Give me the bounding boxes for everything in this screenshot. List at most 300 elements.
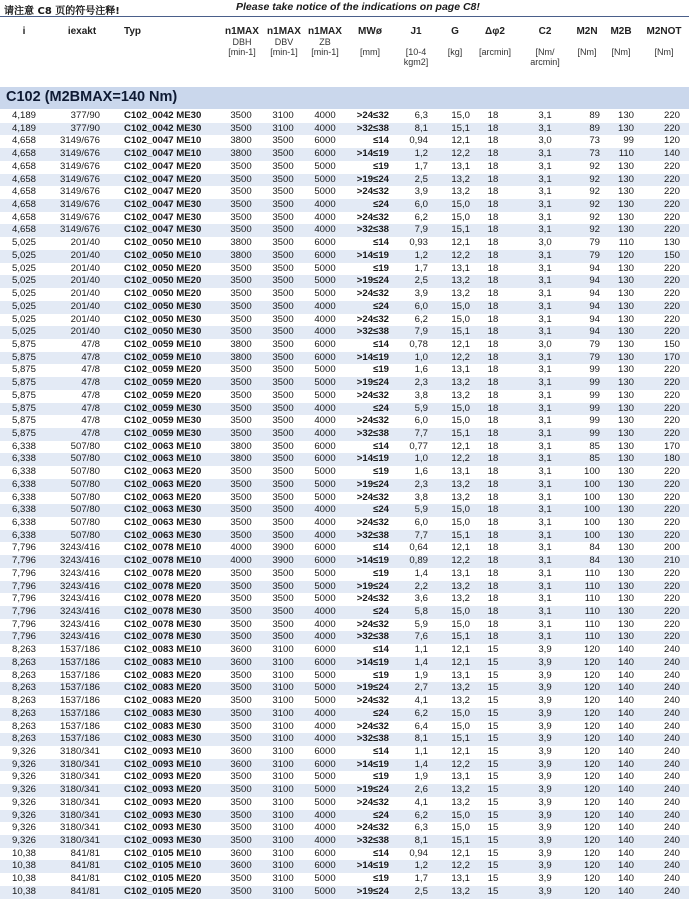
cell-m2not: 240: [663, 834, 680, 846]
cell-phi: 18: [487, 224, 499, 236]
cell-dbv: 3100: [272, 644, 294, 656]
cell-m2not: 220: [663, 517, 680, 528]
cell-j1: 8,1: [414, 122, 428, 134]
table-row: [0, 275, 689, 288]
cell-mw: >24≤32: [356, 822, 389, 834]
cell-i: 4,658: [11, 186, 36, 198]
cell-i: 5,025: [11, 300, 36, 312]
cell-m2not: 170: [663, 351, 680, 363]
cell-zb: 5000: [314, 173, 336, 185]
cell-dbh: 3500: [230, 491, 252, 503]
cell-m2not: 220: [663, 110, 680, 121]
cell-typ: C102_0105 ME20: [124, 885, 202, 897]
cell-m2n: 110: [584, 631, 600, 643]
cell-dbh: 3600: [230, 847, 252, 859]
cell-mw: ≤19: [373, 364, 389, 376]
cell-zb: 5000: [314, 491, 336, 503]
cell-c2: 3,1: [538, 224, 552, 236]
cell-zb: 6000: [314, 237, 336, 249]
table-row: [0, 759, 689, 772]
cell-g: 12,2: [451, 555, 470, 567]
cell-j1: 6,0: [414, 517, 428, 528]
cell-g: 13,1: [451, 669, 470, 681]
cell-c2: 3,9: [538, 860, 552, 872]
cell-m2n: 99: [589, 402, 600, 414]
cell-m2n: 120: [583, 809, 600, 821]
cell-c2: 3,1: [538, 517, 552, 528]
cell-iexakt: 841/81: [70, 847, 100, 859]
table-row: [0, 682, 689, 695]
cell-g: 15,0: [451, 313, 470, 325]
cell-iexakt: 507/80: [70, 466, 100, 478]
cell-typ: C102_0050 ME10: [124, 237, 202, 249]
cell-g: 12,1: [451, 542, 470, 554]
cell-c2: 3,0: [538, 338, 552, 350]
cell-c2: 3,9: [538, 682, 552, 694]
cell-g: 15,1: [451, 224, 470, 236]
cell-dbh: 3800: [230, 135, 252, 147]
cell-m2b: 140: [617, 682, 634, 694]
cell-m2b: 130: [617, 199, 634, 211]
cell-typ: C102_0078 ME20: [124, 580, 202, 592]
cell-zb: 4000: [314, 707, 336, 719]
cell-m2not: 220: [663, 593, 680, 605]
cell-dbh: 3800: [230, 148, 252, 160]
cell-j1: 0,93: [409, 237, 428, 249]
cell-typ: C102_0063 ME20: [124, 491, 202, 503]
cell-m2n: 120: [583, 669, 600, 681]
cell-m2n: 99: [589, 415, 600, 427]
cell-m2not: 220: [663, 606, 680, 618]
cell-zb: 4000: [314, 326, 336, 338]
cell-zb: 4000: [314, 199, 336, 211]
cell-iexakt: 507/80: [70, 440, 100, 452]
cell-m2b: 130: [617, 110, 634, 121]
cell-zb: 5000: [314, 695, 336, 707]
cell-g: 15,0: [451, 720, 470, 732]
cell-typ: C102_0078 ME20: [124, 567, 202, 579]
table-row: [0, 542, 689, 555]
cell-g: 13,1: [451, 364, 470, 376]
cell-mw: ≤19: [373, 669, 389, 681]
cell-dbh: 3500: [230, 389, 252, 401]
cell-zb: 6000: [314, 644, 336, 656]
cell-mw: >32≤38: [356, 834, 389, 846]
cell-phi: 18: [487, 453, 499, 465]
cell-dbh: 3500: [230, 593, 252, 605]
cell-phi: 15: [487, 809, 499, 821]
cell-dbv: 3500: [272, 364, 294, 376]
cell-dbh: 3500: [230, 834, 252, 846]
cell-phi: 15: [487, 644, 499, 656]
table-row: [0, 746, 689, 759]
cell-g: 12,1: [451, 644, 470, 656]
cell-c2: 3,9: [538, 695, 552, 707]
cell-phi: 15: [487, 695, 499, 707]
cell-dbv: 3500: [272, 211, 294, 223]
cell-phi: 18: [487, 631, 499, 643]
header-n1max-dbh: n1MAX DBH [min-1]: [225, 26, 259, 57]
cell-c2: 3,1: [538, 148, 552, 160]
cell-m2not: 240: [663, 682, 680, 694]
cell-dbv: 3500: [272, 631, 294, 643]
cell-mw: >24≤32: [356, 313, 389, 325]
cell-g: 13,2: [451, 784, 470, 796]
cell-m2b: 140: [617, 720, 634, 732]
cell-g: 13,2: [451, 695, 470, 707]
cell-j1: 1,0: [414, 351, 428, 363]
cell-iexakt: 841/81: [70, 860, 100, 872]
cell-m2not: 220: [663, 478, 680, 490]
cell-dbh: 3800: [230, 338, 252, 350]
cell-iexakt: 47/8: [81, 338, 100, 350]
cell-zb: 5000: [314, 478, 336, 490]
cell-typ: C102_0093 ME30: [124, 809, 202, 821]
cell-m2n: 99: [589, 364, 600, 376]
cell-mw: >32≤38: [356, 631, 389, 643]
cell-m2b: 130: [617, 364, 634, 376]
cell-m2n: 89: [589, 122, 600, 134]
cell-dbv: 3100: [272, 885, 294, 897]
cell-typ: C102_0059 ME20: [124, 389, 202, 401]
cell-mw: ≤14: [373, 644, 389, 656]
cell-m2b: 130: [617, 491, 634, 503]
header-j1: J1 [10-4 kgm2]: [403, 26, 429, 67]
cell-mw: >14≤19: [356, 860, 389, 872]
cell-m2n: 100: [583, 529, 600, 541]
cell-iexakt: 507/80: [70, 491, 100, 503]
cell-zb: 5000: [314, 567, 336, 579]
cell-m2n: 120: [583, 834, 600, 846]
cell-iexakt: 3180/341: [59, 745, 100, 757]
cell-iexakt: 201/40: [70, 300, 100, 312]
cell-dbh: 3500: [230, 517, 252, 528]
cell-dbh: 3500: [230, 707, 252, 719]
cell-m2b: 140: [617, 745, 634, 757]
cell-j1: 2,7: [414, 682, 428, 694]
cell-g: 12,2: [451, 249, 470, 261]
cell-j1: 0,89: [409, 555, 428, 567]
cell-phi: 18: [487, 542, 499, 554]
cell-m2not: 220: [663, 122, 680, 134]
cell-mw: >24≤32: [356, 186, 389, 198]
cell-m2not: 220: [663, 580, 680, 592]
cell-j1: 2,5: [414, 275, 428, 287]
cell-g: 15,0: [451, 606, 470, 618]
cell-m2n: 120: [583, 796, 600, 808]
cell-mw: >24≤32: [356, 288, 389, 300]
cell-dbv: 3100: [272, 110, 294, 121]
cell-j1: 1,9: [414, 771, 428, 783]
cell-m2not: 220: [663, 402, 680, 414]
cell-i: 4,658: [11, 199, 36, 211]
cell-dbv: 3100: [272, 733, 294, 745]
table-row: [0, 492, 689, 505]
cell-m2not: 220: [663, 618, 680, 630]
cell-m2not: 140: [663, 148, 680, 160]
cell-g: 13,1: [451, 771, 470, 783]
cell-j1: 7,6: [414, 631, 428, 643]
cell-m2b: 130: [617, 618, 634, 630]
cell-dbv: 3100: [272, 834, 294, 846]
cell-iexakt: 3149/676: [59, 148, 100, 160]
cell-i: 5,875: [11, 364, 36, 376]
cell-j1: 2,3: [414, 377, 428, 389]
cell-dbv: 3500: [272, 173, 294, 185]
cell-phi: 18: [487, 110, 499, 121]
cell-zb: 5000: [314, 186, 336, 198]
cell-dbh: 3500: [230, 618, 252, 630]
cell-dbh: 3600: [230, 860, 252, 872]
cell-c2: 3,1: [538, 618, 552, 630]
cell-i: 8,263: [11, 707, 36, 719]
cell-phi: 18: [487, 313, 499, 325]
cell-typ: C102_0093 ME10: [124, 745, 202, 757]
cell-iexakt: 47/8: [81, 427, 100, 439]
cell-iexakt: 201/40: [70, 237, 100, 249]
cell-phi: 15: [487, 834, 499, 846]
cell-c2: 3,1: [538, 555, 552, 567]
cell-i: 7,796: [11, 606, 36, 618]
cell-typ: C102_0078 ME10: [124, 542, 202, 554]
cell-phi: 18: [487, 593, 499, 605]
cell-dbh: 3500: [230, 173, 252, 185]
table-row: [0, 860, 689, 873]
cell-mw: >32≤38: [356, 427, 389, 439]
cell-iexakt: 507/80: [70, 529, 100, 541]
cell-m2n: 99: [589, 377, 600, 389]
cell-i: 9,326: [11, 834, 36, 846]
cell-dbv: 3900: [272, 542, 294, 554]
cell-m2n: 73: [589, 148, 600, 160]
cell-dbh: 3500: [230, 110, 252, 121]
cell-m2b: 140: [617, 669, 634, 681]
cell-i: 5,025: [11, 262, 36, 274]
cell-c2: 3,1: [538, 313, 552, 325]
cell-zb: 6000: [314, 249, 336, 261]
header-n1max-zb: n1MAX ZB [min-1]: [308, 26, 342, 57]
cell-j1: 0,64: [409, 542, 428, 554]
cell-c2: 3,1: [538, 186, 552, 198]
cell-zb: 5000: [314, 466, 336, 478]
cell-c2: 3,1: [538, 389, 552, 401]
cell-zb: 4000: [314, 720, 336, 732]
cell-i: 10,38: [11, 860, 36, 872]
cell-iexakt: 1537/186: [59, 656, 100, 668]
cell-phi: 15: [487, 669, 499, 681]
cell-m2not: 220: [663, 389, 680, 401]
table-row: [0, 606, 689, 619]
cell-m2b: 130: [617, 275, 634, 287]
cell-typ: C102_0047 ME10: [124, 135, 202, 147]
cell-phi: 18: [487, 491, 499, 503]
cell-iexakt: 1537/186: [59, 669, 100, 681]
cell-m2b: 140: [617, 834, 634, 846]
cell-m2not: 220: [663, 377, 680, 389]
cell-g: 13,2: [451, 682, 470, 694]
cell-i: 9,326: [11, 758, 36, 770]
cell-g: 13,1: [451, 873, 470, 885]
cell-j1: 1,6: [414, 364, 428, 376]
cell-phi: 18: [487, 288, 499, 300]
cell-g: 12,1: [451, 338, 470, 350]
cell-m2b: 130: [617, 173, 634, 185]
cell-dbv: 3500: [272, 262, 294, 274]
cell-zb: 6000: [314, 860, 336, 872]
cell-phi: 18: [487, 249, 499, 261]
cell-j1: 6,2: [414, 211, 428, 223]
cell-c2: 3,1: [538, 631, 552, 643]
cell-i: 9,326: [11, 745, 36, 757]
cell-c2: 3,1: [538, 478, 552, 490]
cell-iexakt: 47/8: [81, 364, 100, 376]
cell-mw: >19≤24: [356, 682, 389, 694]
cell-c2: 3,1: [538, 249, 552, 261]
cell-typ: C102_0063 ME30: [124, 529, 202, 541]
cell-m2not: 240: [663, 669, 680, 681]
cell-c2: 3,1: [538, 211, 552, 223]
cell-j1: 1,9: [414, 669, 428, 681]
cell-dbv: 3100: [272, 669, 294, 681]
cell-mw: >19≤24: [356, 377, 389, 389]
cell-iexakt: 3149/676: [59, 135, 100, 147]
header-m2b: M2B [Nm]: [610, 26, 632, 57]
cell-typ: C102_0093 ME10: [124, 758, 202, 770]
cell-dbh: 3600: [230, 745, 252, 757]
cell-c2: 3,1: [538, 377, 552, 389]
cell-dbh: 3500: [230, 364, 252, 376]
cell-iexakt: 3243/416: [59, 593, 100, 605]
cell-m2not: 220: [663, 300, 680, 312]
header-delta-phi: Δφ2 [arcmin]: [478, 26, 511, 57]
cell-m2n: 100: [583, 491, 600, 503]
cell-typ: C102_0047 ME10: [124, 148, 202, 160]
cell-i: 8,263: [11, 695, 36, 707]
cell-g: 13,2: [451, 885, 470, 897]
cell-zb: 6000: [314, 745, 336, 757]
table-row: [0, 695, 689, 708]
cell-mw: >19≤24: [356, 885, 389, 897]
cell-j1: 8,1: [414, 733, 428, 745]
section-title: C102 (M2BMAX=140 Nm): [6, 89, 178, 105]
cell-zb: 4000: [314, 733, 336, 745]
cell-dbv: 3500: [272, 160, 294, 172]
cell-mw: >19≤24: [356, 784, 389, 796]
table-row: [0, 199, 689, 212]
cell-c2: 3,9: [538, 784, 552, 796]
table-row: [0, 326, 689, 339]
cell-i: 6,338: [11, 491, 36, 503]
cell-iexakt: 1537/186: [59, 682, 100, 694]
cell-dbh: 3600: [230, 758, 252, 770]
cell-dbv: 3100: [272, 695, 294, 707]
table-row: [0, 377, 689, 390]
cell-i: 5,025: [11, 313, 36, 325]
cell-mw: >32≤38: [356, 733, 389, 745]
table-row: [0, 390, 689, 403]
cell-g: 12,1: [451, 440, 470, 452]
cell-m2b: 130: [617, 389, 634, 401]
cell-typ: C102_0047 ME20: [124, 160, 202, 172]
cell-dbv: 3500: [272, 199, 294, 211]
cell-typ: C102_0050 ME20: [124, 288, 202, 300]
cell-m2not: 220: [663, 186, 680, 198]
cell-mw: ≤19: [373, 771, 389, 783]
cell-c2: 3,1: [538, 567, 552, 579]
cell-zb: 4000: [314, 122, 336, 134]
cell-g: 12,1: [451, 135, 470, 147]
cell-iexakt: 47/8: [81, 377, 100, 389]
cell-typ: C102_0047 ME20: [124, 173, 202, 185]
cell-m2not: 180: [663, 453, 680, 465]
cell-m2n: 120: [583, 822, 600, 834]
cell-typ: C102_0083 ME10: [124, 656, 202, 668]
cell-m2not: 220: [663, 199, 680, 211]
cell-iexakt: 3149/676: [59, 224, 100, 236]
cell-typ: C102_0059 ME20: [124, 377, 202, 389]
header-m2n: M2N [Nm]: [576, 26, 598, 57]
cell-g: 15,0: [451, 517, 470, 528]
cell-j1: 6,2: [414, 707, 428, 719]
cell-typ: C102_0047 ME30: [124, 224, 202, 236]
cell-g: 12,1: [451, 745, 470, 757]
cell-dbh: 3600: [230, 656, 252, 668]
cell-i: 6,338: [11, 466, 36, 478]
cell-iexakt: 3180/341: [59, 809, 100, 821]
cell-m2not: 220: [663, 466, 680, 478]
cell-j1: 6,4: [414, 720, 428, 732]
cell-g: 13,2: [451, 796, 470, 808]
cell-typ: C102_0078 ME30: [124, 606, 202, 618]
cell-j1: 1,7: [414, 262, 428, 274]
table-row: [0, 530, 689, 543]
cell-i: 5,025: [11, 237, 36, 249]
cell-g: 13,2: [451, 389, 470, 401]
cell-mw: ≤14: [373, 440, 389, 452]
cell-i: 9,326: [11, 822, 36, 834]
cell-g: 15,1: [451, 427, 470, 439]
cell-typ: C102_0083 ME30: [124, 707, 202, 719]
cell-m2b: 130: [617, 326, 634, 338]
cell-dbv: 3100: [272, 707, 294, 719]
cell-i: 6,338: [11, 453, 36, 465]
cell-phi: 15: [487, 656, 499, 668]
cell-j1: 7,7: [414, 427, 428, 439]
cell-m2b: 130: [617, 504, 634, 516]
cell-typ: C102_0042 ME30: [124, 110, 202, 121]
cell-phi: 18: [487, 135, 499, 147]
cell-m2b: 120: [617, 249, 634, 261]
cell-typ: C102_0083 ME20: [124, 669, 202, 681]
cell-m2b: 140: [617, 860, 634, 872]
cell-j1: 2,3: [414, 478, 428, 490]
table-row: [0, 148, 689, 161]
cell-c2: 3,1: [538, 262, 552, 274]
cell-c2: 3,9: [538, 707, 552, 719]
cell-dbh: 3500: [230, 427, 252, 439]
cell-m2n: 120: [583, 784, 600, 796]
cell-i: 5,875: [11, 427, 36, 439]
table-row: [0, 135, 689, 148]
cell-typ: C102_0083 ME30: [124, 720, 202, 732]
table-row: [0, 810, 689, 823]
cell-typ: C102_0059 ME30: [124, 427, 202, 439]
cell-j1: 1,4: [414, 758, 428, 770]
cell-mw: ≤24: [373, 707, 389, 719]
cell-zb: 5000: [314, 389, 336, 401]
cell-dbh: 3500: [230, 377, 252, 389]
cell-c2: 3,1: [538, 529, 552, 541]
